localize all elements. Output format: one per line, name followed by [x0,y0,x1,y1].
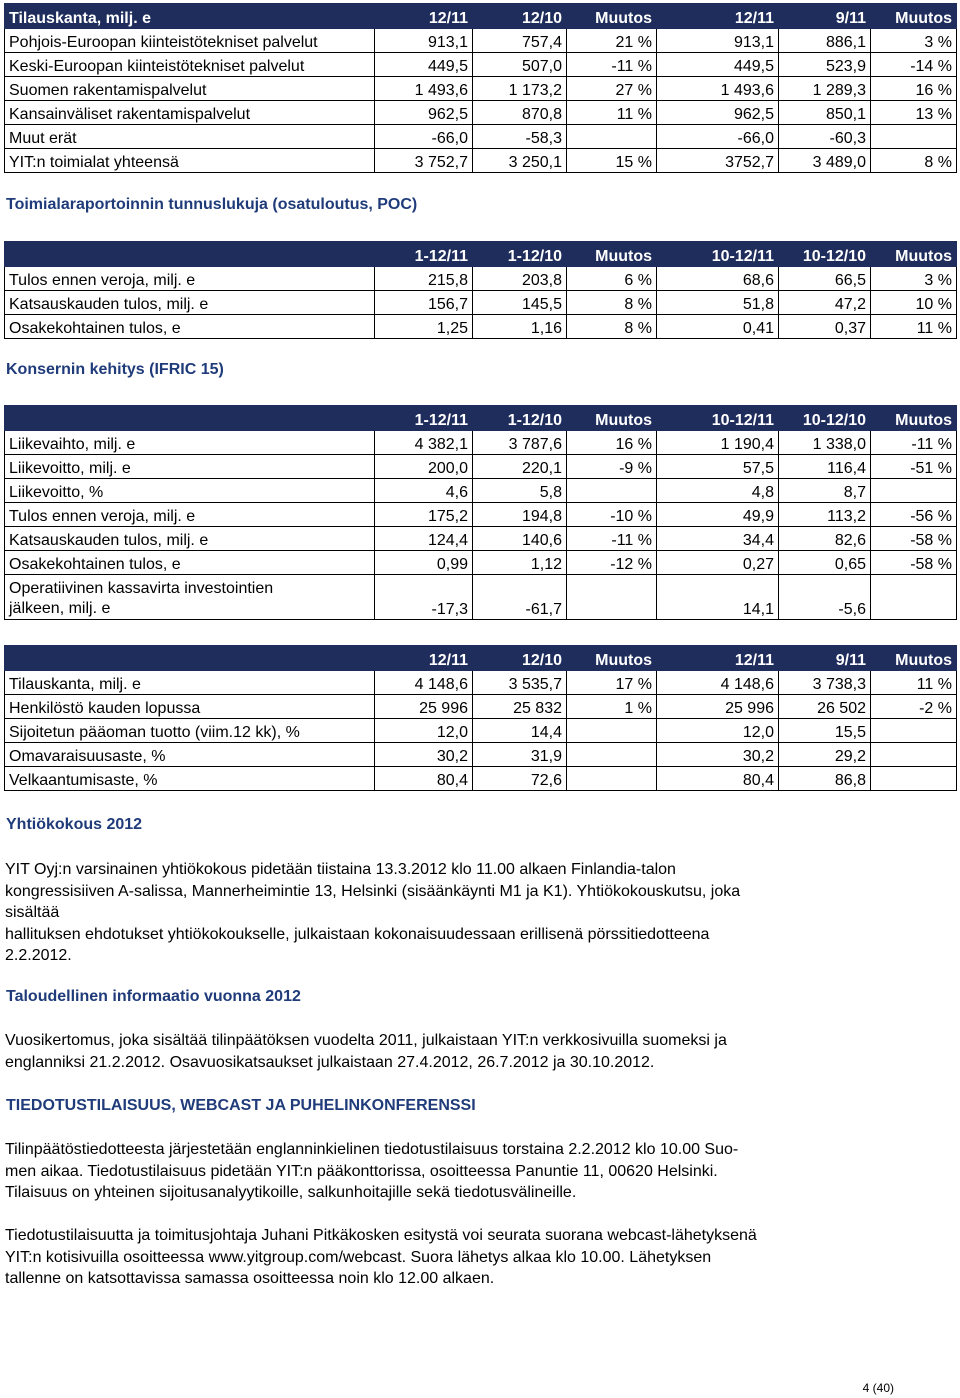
table-cell: 11 % [871,315,957,339]
table-cell: 215,8 [375,267,473,291]
table-cell: 4,6 [375,479,473,503]
column-header [5,406,375,431]
table-cell: 25 996 [657,695,779,719]
table-cell: 15,5 [779,719,871,743]
table-row [5,551,957,575]
column-header: Muutos [871,242,957,267]
table-cell: -17,3 [375,575,473,620]
table-cell: 51,8 [657,291,779,315]
column-header: 12/11 [375,646,473,671]
table-header-row [5,242,957,267]
column-header: 12/11 [657,4,779,29]
table-cell: 4 148,6 [657,671,779,695]
table-cell: -58,3 [473,125,567,149]
column-header: 10-12/11 [657,242,779,267]
column-header: 10-12/11 [657,406,779,431]
table-cell [567,125,657,149]
row-label: Keski-Euroopan kiinteistötekniset palvelut [5,53,375,77]
press-paragraph [5,1139,865,1204]
table-cell: -58 % [871,527,957,551]
table-cell: -11 % [567,527,657,551]
table-cell: 72,6 [473,767,567,791]
table-cell: 1,25 [375,315,473,339]
text-line: 2.2.2012. [5,947,72,965]
table-header-row [5,4,957,29]
table-cell: 6 % [567,267,657,291]
table-cell [567,767,657,791]
table-cell: 3 250,1 [473,149,567,173]
table-cell [567,575,657,620]
table-cell: -66,0 [657,125,779,149]
table-cell: 3 787,6 [473,431,567,455]
row-label: Tulos ennen veroja, milj. e [5,267,375,291]
column-header: 12/11 [375,4,473,29]
table-row [5,101,957,125]
table-cell: 27 % [567,77,657,101]
table-cell: -5,6 [779,575,871,620]
table-row [5,29,957,53]
table-cell: 25 996 [375,695,473,719]
table-cell: 1,16 [473,315,567,339]
table-cell: -58 % [871,551,957,575]
column-header: Muutos [871,406,957,431]
table-cell: 3752,7 [657,149,779,173]
table-cell: -2 % [871,695,957,719]
section-title-poc: Toimialaraportoinnin tunnuslukuja (osatuloutus, POC) [6,196,418,213]
table-cell: 82,6 [779,527,871,551]
table-cell: 26 502 [779,695,871,719]
row-label: Sijoitetun pääoman tuotto (viim.12 kk), % [5,719,375,743]
table-cell: 16 % [567,431,657,455]
text-line: kongressisiiven A-salissa, Mannerheimintie 13, Helsinki (sisäänkäynti M1 ja K1). Yhtiökokouskutsu, joka [5,882,741,900]
table-cell: 156,7 [375,291,473,315]
page-number: 4 (40) [862,1381,894,1395]
column-header: 12/10 [473,646,567,671]
table-cell: 140,6 [473,527,567,551]
text-line: men aikaa. Tiedotustilaisuus pidetään YIT:n pääkonttorissa, osoitteessa Panuntie 11, 00620 Helsinki. [5,1162,718,1180]
column-header: 9/11 [779,4,871,29]
table-cell: 220,1 [473,455,567,479]
table-row [5,77,957,101]
table-cell: 49,9 [657,503,779,527]
column-header: 1-12/10 [473,242,567,267]
row-label: Katsauskauden tulos, milj. e [5,291,375,315]
table-cell: 175,2 [375,503,473,527]
table-cell: 0,27 [657,551,779,575]
table-cell [567,719,657,743]
table-cell: 11 % [567,101,657,125]
row-label: Muut erät [5,125,375,149]
order-backlog-by-segment-table [4,3,957,173]
table-cell: 80,4 [375,767,473,791]
table-cell: 13 % [871,101,957,125]
table-cell: 0,99 [375,551,473,575]
table-cell: 870,8 [473,101,567,125]
table-cell: 0,65 [779,551,871,575]
table-cell: 757,4 [473,29,567,53]
table-cell: 31,9 [473,743,567,767]
column-header: 10-12/10 [779,406,871,431]
table-cell: 3 % [871,29,957,53]
column-header: 1-12/10 [473,406,567,431]
table-cell: -51 % [871,455,957,479]
table-cell: -11 % [567,53,657,77]
section-title-ifric: Konsernin kehitys (IFRIC 15) [6,361,224,378]
table-cell: 850,1 [779,101,871,125]
table-cell: 1 289,3 [779,77,871,101]
table-cell: 116,4 [779,455,871,479]
table-row [5,695,957,719]
poc-key-figures-table [4,241,957,339]
text-line: tallenne on katsottavissa samassa osoitteessa noin klo 12.00 alkaen. [5,1270,495,1288]
table-cell: 25 832 [473,695,567,719]
column-header: Tilauskanta, milj. e [5,4,375,29]
column-header: Muutos [567,242,657,267]
table-cell: 913,1 [657,29,779,53]
table-cell: 1 338,0 [779,431,871,455]
table-cell: -66,0 [375,125,473,149]
table-cell: 507,0 [473,53,567,77]
table-cell: -56 % [871,503,957,527]
text-line: Tilaisuus on yhteinen sijoitusanalyytikoille, salkunhoitajille sekä tiedotusvälineille. [5,1184,577,1202]
table-cell: 86,8 [779,767,871,791]
column-header: Muutos [567,406,657,431]
table-cell: 47,2 [779,291,871,315]
table-cell: 5,8 [473,479,567,503]
table-cell: 1 493,6 [657,77,779,101]
table-cell: 145,5 [473,291,567,315]
row-label [5,575,375,620]
table-cell: 1,12 [473,551,567,575]
table-row [5,431,957,455]
text-line: Tiedotustilaisuutta ja toimitusjohtaja Juhani Pitkäkosken esitystä voi seurata suorana webcast-lähetyksenä [5,1227,757,1244]
table-row [5,291,957,315]
table-cell [871,125,957,149]
table-cell: 1 190,4 [657,431,779,455]
table-cell: 16 % [871,77,957,101]
table-cell: 8,7 [779,479,871,503]
table-cell: 14,1 [657,575,779,620]
table-row [5,503,957,527]
row-label: Osakekohtainen tulos, e [5,551,375,575]
table-header-row [5,406,957,431]
text-line: Vuosikertomus, joka sisältää tilinpäätöksen vuodelta 2011, julkaistaan YIT:n verkkosivuilla suomeksi ja [5,1032,727,1049]
column-header [5,646,375,671]
section-title-agm: Yhtiökokous 2012 [6,816,143,833]
table-row [5,315,957,339]
column-header: 12/11 [657,646,779,671]
table-cell: 34,4 [657,527,779,551]
table-cell: -60,3 [779,125,871,149]
agm-paragraph [5,859,865,967]
text-line: hallituksen ehdotukset yhtiökokoukselle, julkaistaan kokonaisuudessaan erillisenä pörssitiedotteena [5,925,710,943]
table-cell: 15 % [567,149,657,173]
column-header: Muutos [567,4,657,29]
table-cell: 3 % [871,267,957,291]
table-cell [871,767,957,791]
table-cell: 8 % [567,315,657,339]
table-cell [871,719,957,743]
row-label-line: Operatiivinen kassavirta investointien [9,580,274,597]
section-title-press-webcast: TIEDOTUSTILAISUUS, WEBCAST JA PUHELINKONFERENSSI [6,1097,476,1114]
table-cell: 113,2 [779,503,871,527]
column-header: 12/10 [473,4,567,29]
table-cell: -11 % [871,431,957,455]
table-cell: 29,2 [779,743,871,767]
table-cell: 21 % [567,29,657,53]
table-cell: 68,6 [657,267,779,291]
table-row [5,575,957,620]
row-label: Kansainväliset rakentamispalvelut [5,101,375,125]
table-cell: 30,2 [657,743,779,767]
table-cell: 30,2 [375,743,473,767]
table-cell: -61,7 [473,575,567,620]
table-cell: 3 489,0 [779,149,871,173]
row-label: Tulos ennen veroja, milj. e [5,503,375,527]
table-cell: 0,37 [779,315,871,339]
webcast-paragraph [5,1225,865,1290]
table-cell: -12 % [567,551,657,575]
text-line: YIT:n kotisivuilla osoitteessa www.yitgroup.com/webcast. Suora lähetys alkaa klo 10.00. Lähetyksen [5,1248,712,1266]
table-cell: 4,8 [657,479,779,503]
table-row [5,149,957,173]
table-row [5,53,957,77]
table-cell: 12,0 [657,719,779,743]
table-cell: 124,4 [375,527,473,551]
table-cell: 80,4 [657,767,779,791]
table-cell [871,743,957,767]
table-row [5,743,957,767]
table-cell: -9 % [567,455,657,479]
table-cell [871,479,957,503]
table-cell: 66,5 [779,267,871,291]
table-cell: 0,41 [657,315,779,339]
column-header [5,242,375,267]
table-header-row [5,646,957,671]
table-cell: 449,5 [375,53,473,77]
financial-info-paragraph [5,1030,865,1073]
group-development-table [4,405,957,620]
row-label-line: jälkeen, milj. e [9,600,111,617]
row-label: Liikevoitto, % [5,479,375,503]
row-label: Suomen rakentamispalvelut [5,77,375,101]
table-cell: 8 % [567,291,657,315]
table-cell: 200,0 [375,455,473,479]
section-title-financial-info: Taloudellinen informaatio vuonna 2012 [6,988,301,1005]
column-header: 1-12/11 [375,406,473,431]
row-label: Liikevaihto, milj. e [5,431,375,455]
table-cell: 194,8 [473,503,567,527]
text-line: sisältää [5,904,60,922]
table-cell: 962,5 [657,101,779,125]
table-cell: 1 493,6 [375,77,473,101]
row-label: Velkaantumisaste, % [5,767,375,791]
row-label: Pohjois-Euroopan kiinteistötekniset palvelut [5,29,375,53]
table-row [5,267,957,291]
table-cell: 886,1 [779,29,871,53]
text-line: YIT Oyj:n varsinainen yhtiökokous pidetään tiistaina 13.3.2012 klo 11.00 alkaen Finlandia-talon [5,861,676,878]
table-row [5,527,957,551]
order-backlog-personnel-table [4,645,957,791]
row-label: Osakekohtainen tulos, e [5,315,375,339]
table-row [5,455,957,479]
table-row [5,125,957,149]
table-cell: 12,0 [375,719,473,743]
table-cell: 4 382,1 [375,431,473,455]
table-row [5,479,957,503]
table-row [5,767,957,791]
column-header: 1-12/11 [375,242,473,267]
row-label: Tilauskanta, milj. e [5,671,375,695]
table-row [5,719,957,743]
table-cell: 1 173,2 [473,77,567,101]
table-cell: 4 148,6 [375,671,473,695]
text-line: englanniksi 21.2.2012. Osavuosikatsaukset julkaistaan 27.4.2012, 26.7.2012 ja 30.10.2012. [5,1053,655,1071]
row-label: YIT:n toimialat yhteensä [5,149,375,173]
table-cell: 913,1 [375,29,473,53]
table-row [5,671,957,695]
table-cell [567,743,657,767]
row-label: Liikevoitto, milj. e [5,455,375,479]
table-cell [871,575,957,620]
table-cell: 3 535,7 [473,671,567,695]
table-cell: 449,5 [657,53,779,77]
column-header: Muutos [567,646,657,671]
table-cell: 8 % [871,149,957,173]
table-cell [567,479,657,503]
text-line: Tilinpäätöstiedotteesta järjestetään englanninkielinen tiedotustilaisuus torstaina 2.2.2012 klo 10.00 Suo- [5,1141,739,1158]
table-cell: -10 % [567,503,657,527]
table-cell: 11 % [871,671,957,695]
column-header: Muutos [871,4,957,29]
column-header: 10-12/10 [779,242,871,267]
row-label: Katsauskauden tulos, milj. e [5,527,375,551]
row-label: Omavaraisuusaste, % [5,743,375,767]
table-cell: 523,9 [779,53,871,77]
table-cell: 3 752,7 [375,149,473,173]
table-cell: 10 % [871,291,957,315]
table-cell: 14,4 [473,719,567,743]
table-cell: -14 % [871,53,957,77]
table-cell: 203,8 [473,267,567,291]
table-cell: 3 738,3 [779,671,871,695]
row-label: Henkilöstö kauden lopussa [5,695,375,719]
table-cell: 962,5 [375,101,473,125]
column-header: Muutos [871,646,957,671]
table-cell: 1 % [567,695,657,719]
column-header: 9/11 [779,646,871,671]
table-cell: 17 % [567,671,657,695]
table-cell: 57,5 [657,455,779,479]
